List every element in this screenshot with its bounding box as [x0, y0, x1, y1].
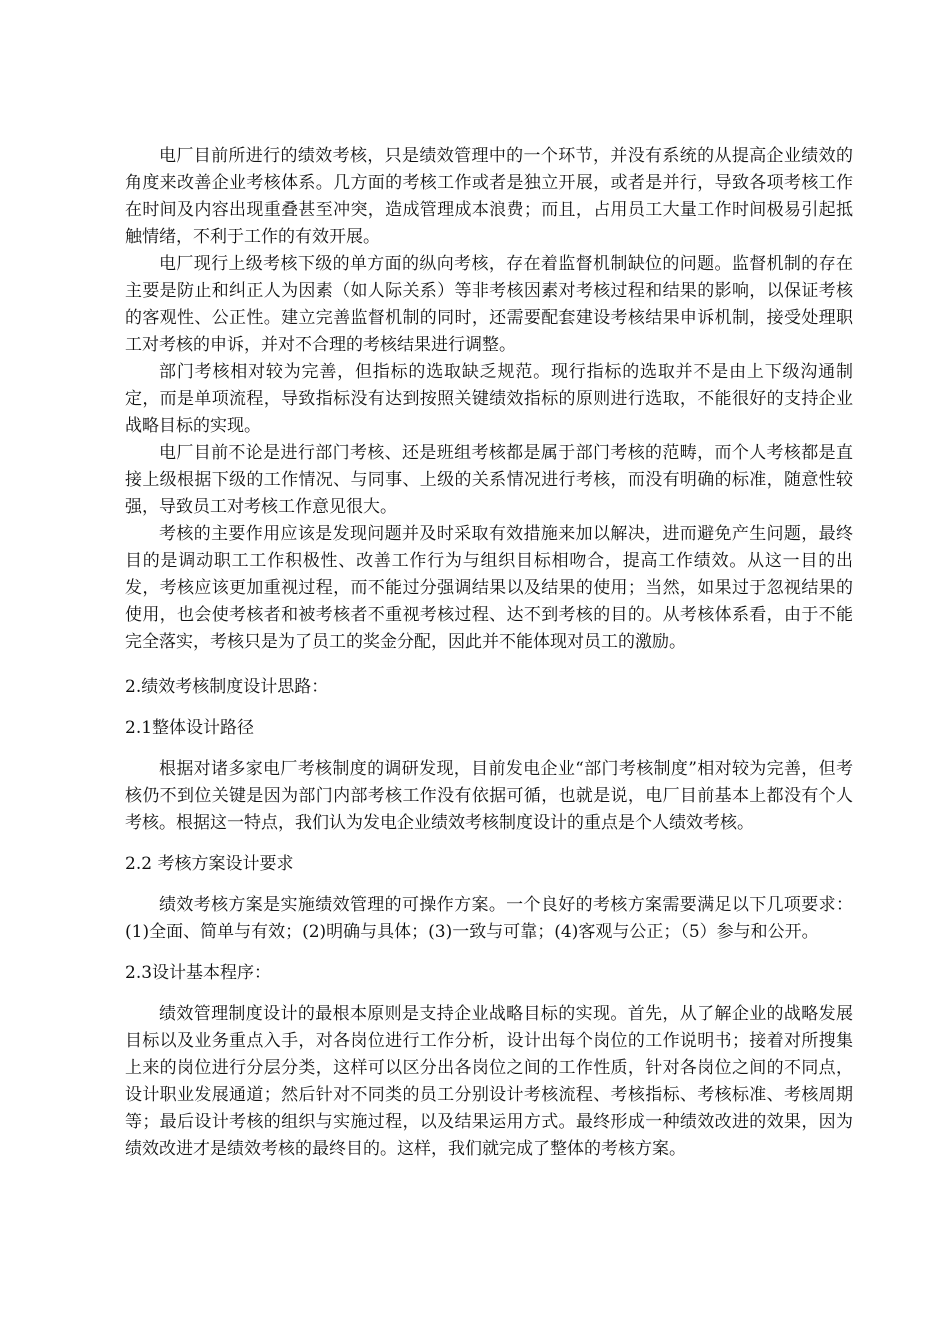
- section-2-heading: 2.绩效考核制度设计思路：: [125, 677, 329, 697]
- section-2-2-heading: 2.2 考核方案设计要求: [125, 854, 294, 874]
- intro-paragraph-4: 电厂目前不论是进行部门考核、还是班组考核都是属于部门考核的范畴，而个人考核都是直接上级根据下级的工作情况、与同事、上级的关系情况进行考核，而没有明确的标准，随意性较强，导致员工对考核工作意见很大。: [125, 443, 853, 517]
- section-2-1-heading: 2.1整体设计路径: [125, 718, 255, 738]
- spacer: [125, 656, 853, 674]
- spacer: [125, 837, 853, 851]
- section-2-2-paragraph: 绩效考核方案是实施绩效管理的可操作方案。一个良好的考核方案需要满足以下几项要求：(1)全面、简单与有效；(2)明确与具体；(3)一致与可靠；(4)客观与公正；（5）参与和公开。: [125, 895, 853, 942]
- intro-paragraph-5: 考核的主要作用应该是发现问题并及时采取有效措施来加以解决，进而避免产生问题，最终目的是调动职工工作积极性、改善工作行为与组织目标相吻合，提高工作绩效。从这一目的出发，考核应该更加重视过程，而不能过分强调结果以及结果的使用；当然，如果过于忽视结果的使用，也会使考核者和被考核者不重视考核过程、达不到考核的目的。从考核体系看，由于不能完全落实，考核只是为了员工的奖金分配，因此并不能体现对员工的激励。: [125, 524, 853, 652]
- spacer: [125, 742, 853, 756]
- section-2-3-heading: 2.3设计基本程序：: [125, 963, 272, 983]
- intro-paragraph-2: 电厂现行上级考核下级的单方面的纵向考核，存在着监督机制缺位的问题。监督机制的存在主要是防止和纠正人为因素（如人际关系）等非考核因素对考核过程和结果的影响，以保证考核的客观性、公正性。建立完善监督机制的同时，还需要配套建设考核结果申诉机制，接受处理职工对考核的申诉，并对不合理的考核结果进行调整。: [125, 254, 853, 355]
- section-2-1-paragraph: 根据对诸多家电厂考核制度的调研发现，目前发电企业“部门考核制度”相对较为完善，但考核仍不到位关键是因为部门内部考核工作没有依据可循，也就是说，电厂目前基本上都没有个人考核。根据这一特点，我们认为发电企业绩效考核制度设计的重点是个人绩效考核。: [125, 759, 853, 833]
- spacer: [125, 987, 853, 1001]
- spacer: [125, 878, 853, 892]
- section-2-3-paragraph: 绩效管理制度设计的最根本原则是支持企业战略目标的实现。首先，从了解企业的战略发展目标以及业务重点入手，对各岗位进行工作分析，设计出每个岗位的工作说明书；接着对所搜集上来的岗位进行分层分类，这样可以区分出各岗位之间的工作性质，针对各岗位之间的不同点，设计职业发展通道；然后针对不同类的员工分别设计考核流程、考核指标、考核标准、考核周期等；最后设计考核的组织与实施过程，以及结果运用方式。最终形成一种绩效改进的效果，因为绩效改进才是绩效考核的最终目的。这样，我们就完成了整体的考核方案。: [125, 1004, 853, 1159]
- spacer: [125, 701, 853, 715]
- intro-paragraph-1: 电厂目前所进行的绩效考核，只是绩效管理中的一个环节，并没有系统的从提高企业绩效的角度来改善企业考核体系。几方面的考核工作或者是独立开展，或者是并行，导致各项考核工作在时间及内容出现重叠甚至冲突，造成管理成本浪费；而且，占用员工大量工作时间极易引起抵触情绪，不利于工作的有效开展。: [125, 146, 853, 247]
- intro-paragraph-3: 部门考核相对较为完善，但指标的选取缺乏规范。现行指标的选取并不是由上下级沟通制定，而是单项流程，导致指标没有达到按照关键绩效指标的原则进行选取，不能很好的支持企业战略目标的实现。: [125, 362, 853, 436]
- spacer: [125, 946, 853, 960]
- document-page: [125, 143, 853, 1163]
